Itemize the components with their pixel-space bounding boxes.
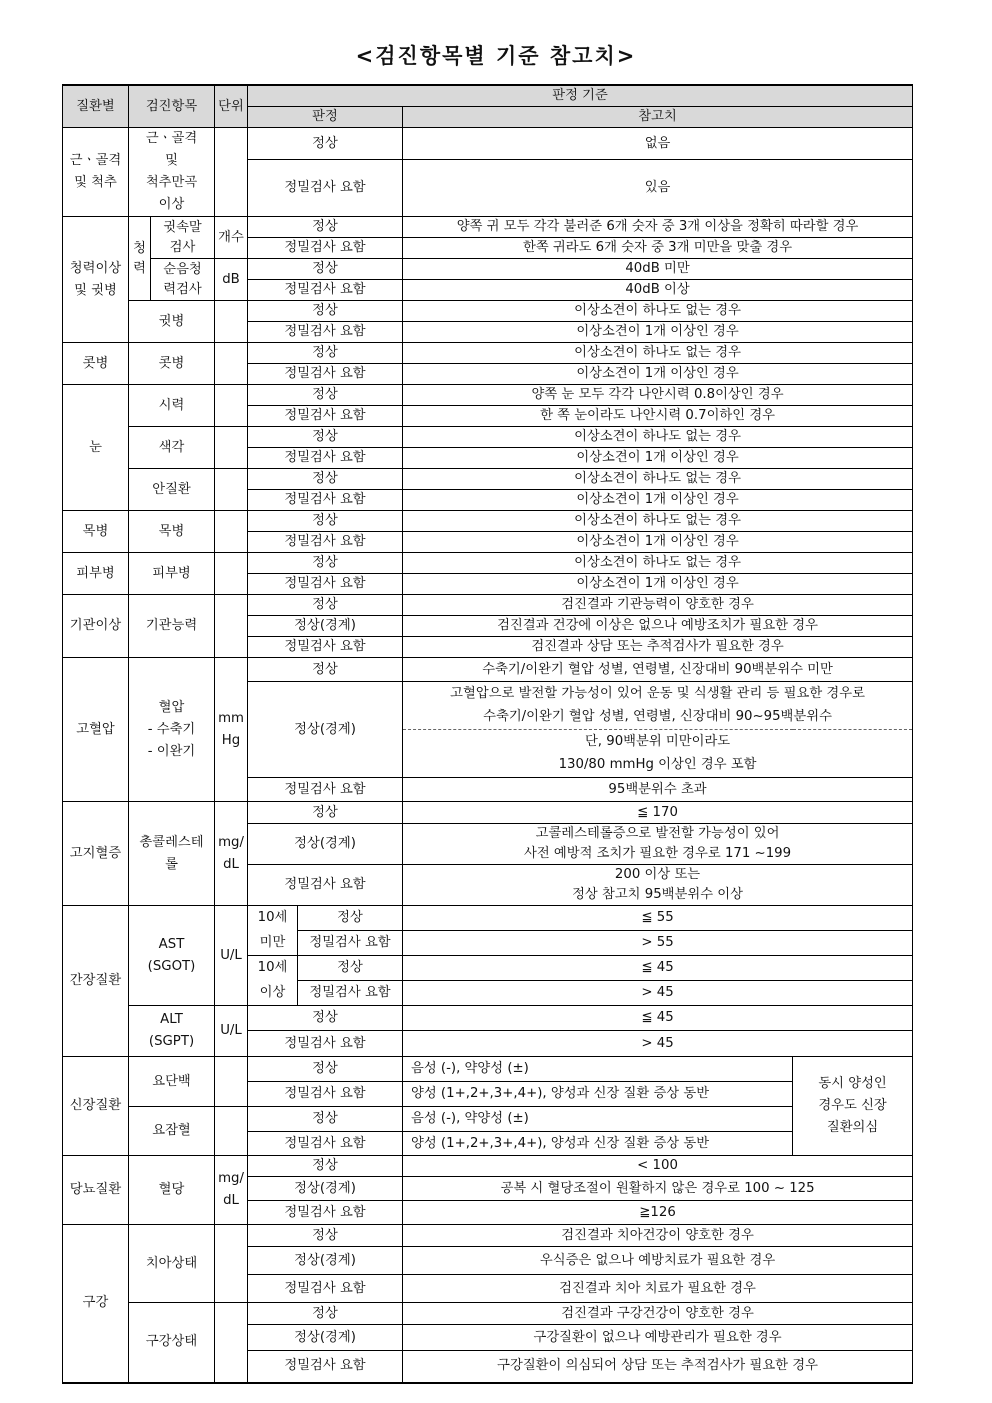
disease-kidney: 신장질환 bbox=[63, 1057, 129, 1156]
judgement-border: 정상(경계) bbox=[248, 682, 403, 778]
header-unit: 단위 bbox=[215, 85, 248, 128]
judgement-normal: 정상 bbox=[248, 1057, 403, 1082]
judgement-normal: 정상 bbox=[248, 343, 403, 364]
disease-nose: 콧병 bbox=[63, 343, 129, 385]
unit-cell bbox=[215, 343, 248, 385]
unit-cell bbox=[215, 385, 248, 427]
item-skin: 피부병 bbox=[129, 553, 215, 595]
judgement-normal: 정상 bbox=[248, 1006, 403, 1031]
reference-value: 구강질환이 없으나 예방관리가 필요한 경우 bbox=[403, 1325, 913, 1351]
header-judgement: 판정 bbox=[248, 107, 403, 128]
reference-value: 이상소견이 하나도 없는 경우 bbox=[403, 427, 913, 448]
reference-value: 이상소견이 1개 이상인 경우 bbox=[403, 532, 913, 553]
item-throat: 목병 bbox=[129, 511, 215, 553]
judgement-normal: 정상 bbox=[248, 217, 403, 238]
item-musculo: 근ㆍ골격 및 척추만곡 이상 bbox=[129, 128, 215, 217]
reference-value: 없음 bbox=[403, 128, 913, 160]
item-nose: 콧병 bbox=[129, 343, 215, 385]
unit-mmhg: mm Hg bbox=[215, 658, 248, 802]
judgement-normal: 정상 bbox=[248, 1107, 403, 1132]
judgement-normal: 정상 bbox=[248, 1303, 403, 1325]
age-group-label: 10세 bbox=[248, 956, 298, 981]
reference-value: 200 이상 또는 정상 참고치 95백분위수 이상 bbox=[403, 865, 913, 906]
item-urine-blood: 요잠혈 bbox=[129, 1107, 215, 1156]
reference-value: 수축기/이완기 혈압 성별, 연령별, 신장대비 90백분위수 미만 bbox=[403, 658, 913, 682]
reference-value: 이상소견이 1개 이상인 경우 bbox=[403, 448, 913, 469]
reference-value: 이상소견이 하나도 없는 경우 bbox=[403, 343, 913, 364]
header-criteria: 판정 기준 bbox=[248, 85, 913, 107]
disease-organ: 기관이상 bbox=[63, 595, 129, 658]
judgement-border: 정상(경계) bbox=[248, 616, 403, 637]
reference-value: 검진결과 치아 치료가 필요한 경우 bbox=[403, 1275, 913, 1303]
unit-cell bbox=[215, 595, 248, 658]
item-vision: 시력 bbox=[129, 385, 215, 427]
unit-ul: U/L bbox=[215, 1006, 248, 1057]
reference-value: 양쪽 귀 모두 각각 불러준 6개 숫자 중 3개 이상을 정확히 따라할 경우 bbox=[403, 217, 913, 238]
item-alt: ALT (SGPT) bbox=[129, 1006, 215, 1057]
reference-value: > 45 bbox=[403, 1031, 913, 1057]
judgement-normal: 정상 bbox=[248, 802, 403, 824]
judgement-detail: 정밀검사 요함 bbox=[248, 1082, 403, 1107]
judgement-normal: 정상 bbox=[248, 469, 403, 490]
unit-cell bbox=[215, 511, 248, 553]
judgement-normal: 정상 bbox=[248, 553, 403, 574]
judgement-detail: 정밀검사 요함 bbox=[248, 574, 403, 595]
reference-value: 고콜레스테롤증으로 발전할 가능성이 있어 사전 예방적 조치가 필요한 경우로 171 ~199 bbox=[403, 824, 913, 865]
judgement-detail: 정밀검사 요함 bbox=[248, 1201, 403, 1225]
item-color-vision: 색각 bbox=[129, 427, 215, 469]
unit-cell bbox=[215, 553, 248, 595]
reference-value: 검진결과 치아건강이 양호한 경우 bbox=[403, 1225, 913, 1247]
reference-value: 검진결과 상담 또는 추적검사가 필요한 경우 bbox=[403, 637, 913, 658]
reference-value: 40dB 이상 bbox=[403, 280, 913, 301]
item-ast: AST (SGOT) bbox=[129, 906, 215, 1006]
item-blood-sugar: 혈당 bbox=[129, 1156, 215, 1225]
judgement-detail: 정밀검사 요함 bbox=[298, 981, 403, 1006]
age-group-label: 미만 bbox=[248, 931, 298, 956]
judgement-normal: 정상 bbox=[248, 595, 403, 616]
reference-value: 한쪽 귀라도 6개 숫자 중 3개 미만을 맞출 경우 bbox=[403, 238, 913, 259]
reference-value: < 100 bbox=[403, 1156, 913, 1177]
judgement-detail: 정밀검사 요함 bbox=[248, 280, 403, 301]
judgement-normal: 정상 bbox=[248, 259, 403, 280]
unit-whisper: 개수 bbox=[215, 217, 248, 259]
item-pure-tone: 순음청 력검사 bbox=[151, 259, 215, 301]
item-mouth: 구강상태 bbox=[129, 1303, 215, 1383]
hearing-group: 청 력 bbox=[129, 217, 151, 301]
judgement-normal: 정상 bbox=[248, 385, 403, 406]
page-title: <검진항목별 기준 참고치> bbox=[355, 44, 637, 68]
disease-hyperlipidemia: 고지혈증 bbox=[63, 802, 129, 906]
unit-cell bbox=[215, 1107, 248, 1156]
disease-musculo: 근ㆍ골격 및 척추 bbox=[63, 128, 129, 217]
unit-cell bbox=[215, 469, 248, 511]
reference-value: 양성 (1+,2+,3+,4+), 양성과 신장 질환 증상 동반 bbox=[403, 1132, 793, 1156]
header-item: 검진항목 bbox=[129, 85, 215, 128]
reference-line: 단, 90백분위 미만이라도 bbox=[403, 730, 913, 754]
reference-line: 130/80 mmHg 이상인 경우 포함 bbox=[403, 754, 913, 778]
item-urine-protein: 요단백 bbox=[129, 1057, 215, 1107]
judgement-normal: 정상 bbox=[298, 906, 403, 931]
judgement-detail: 정밀검사 요함 bbox=[248, 238, 403, 259]
unit-cell bbox=[215, 1303, 248, 1383]
kidney-note: 동시 양성인 경우도 신장 질환의심 bbox=[793, 1057, 913, 1156]
reference-value: 음성 (-), 약양성 (±) bbox=[403, 1107, 793, 1132]
reference-value: 95백분위수 초과 bbox=[403, 778, 913, 802]
reference-value: 양쪽 눈 모두 각각 나안시력 0.8이상인 경우 bbox=[403, 385, 913, 406]
judgement-detail: 정밀검사 요함 bbox=[248, 406, 403, 427]
reference-value: > 55 bbox=[403, 931, 913, 956]
unit-ul: U/L bbox=[215, 906, 248, 1006]
reference-value: 검진결과 구강건강이 양호한 경우 bbox=[403, 1303, 913, 1325]
judgement-detail: 정밀검사 요함 bbox=[248, 778, 403, 802]
judgement-border: 정상(경계) bbox=[248, 824, 403, 865]
judgement-border: 정상(경계) bbox=[248, 1177, 403, 1201]
reference-value: 이상소견이 하나도 없는 경우 bbox=[403, 553, 913, 574]
judgement-border: 정상(경계) bbox=[248, 1247, 403, 1275]
reference-value: 검진결과 건강에 이상은 없으나 예방조치가 필요한 경우 bbox=[403, 616, 913, 637]
item-organ: 기관능력 bbox=[129, 595, 215, 658]
judgement-detail: 정밀검사 요함 bbox=[248, 637, 403, 658]
reference-value: > 45 bbox=[403, 981, 913, 1006]
reference-table bbox=[62, 84, 913, 1384]
reference-value: 한 쪽 눈이라도 나안시력 0.7이하인 경우 bbox=[403, 406, 913, 427]
judgement-detail: 정밀검사 요함 bbox=[248, 532, 403, 553]
judgement-border: 정상(경계) bbox=[248, 1325, 403, 1351]
judgement-detail: 정밀검사 요함 bbox=[248, 322, 403, 343]
unit-cell bbox=[215, 1225, 248, 1303]
disease-hearing: 청력이상 및 귓병 bbox=[63, 217, 129, 343]
reference-line: 수축기/이완기 혈압 성별, 연령별, 신장대비 90~95백분위수 bbox=[403, 706, 913, 730]
unit-pure-tone: dB bbox=[215, 259, 248, 301]
judgement-normal: 정상 bbox=[248, 1225, 403, 1247]
judgement-detail: 정밀검사 요함 bbox=[248, 865, 403, 906]
judgement-normal: 정상 bbox=[248, 658, 403, 682]
item-cholesterol: 총콜레스테 롤 bbox=[129, 802, 215, 906]
judgement-detail: 정밀검사 요함 bbox=[248, 1031, 403, 1057]
item-teeth: 치아상태 bbox=[129, 1225, 215, 1303]
reference-value: 공복 시 혈당조절이 원활하지 않은 경우로 100 ~ 125 bbox=[403, 1177, 913, 1201]
reference-value: ≦ 170 bbox=[403, 802, 913, 824]
disease-skin: 피부병 bbox=[63, 553, 129, 595]
reference-line: 고혈압으로 발전할 가능성이 있어 운동 및 식생활 관리 등 필요한 경우로 bbox=[403, 682, 913, 706]
reference-value: 양성 (1+,2+,3+,4+), 양성과 신장 질환 증상 동반 bbox=[403, 1082, 793, 1107]
disease-eye: 눈 bbox=[63, 385, 129, 511]
disease-diabetes: 당뇨질환 bbox=[63, 1156, 129, 1225]
reference-value: 음성 (-), 약양성 (±) bbox=[403, 1057, 793, 1082]
unit-cell bbox=[215, 128, 248, 217]
reference-value: ≦ 45 bbox=[403, 956, 913, 981]
judgement-detail: 정밀검사 요함 bbox=[248, 490, 403, 511]
item-eye-disease: 안질환 bbox=[129, 469, 215, 511]
reference-value: ≧126 bbox=[403, 1201, 913, 1225]
reference-value: 이상소견이 하나도 없는 경우 bbox=[403, 511, 913, 532]
disease-hypertension: 고혈압 bbox=[63, 658, 129, 802]
reference-value: 있음 bbox=[403, 160, 913, 217]
judgement-detail: 정밀검사 요함 bbox=[248, 1275, 403, 1303]
unit-mgdl: mg/ dL bbox=[215, 802, 248, 906]
reference-value: 이상소견이 1개 이상인 경우 bbox=[403, 364, 913, 385]
unit-cell bbox=[215, 1057, 248, 1107]
judgement-detail: 정밀검사 요함 bbox=[248, 448, 403, 469]
judgement-normal: 정상 bbox=[298, 956, 403, 981]
reference-value: 이상소견이 하나도 없는 경우 bbox=[403, 301, 913, 322]
judgement-detail: 정밀검사 요함 bbox=[248, 364, 403, 385]
judgement-normal: 정상 bbox=[248, 128, 403, 160]
judgement-detail: 정밀검사 요함 bbox=[248, 1132, 403, 1156]
reference-value: 이상소견이 하나도 없는 경우 bbox=[403, 469, 913, 490]
unit-cell bbox=[215, 427, 248, 469]
judgement-normal: 정상 bbox=[248, 427, 403, 448]
reference-value: 이상소견이 1개 이상인 경우 bbox=[403, 322, 913, 343]
reference-value: 40dB 미만 bbox=[403, 259, 913, 280]
disease-oral: 구강 bbox=[63, 1225, 129, 1383]
disease-liver: 간장질환 bbox=[63, 906, 129, 1057]
judgement-normal: 정상 bbox=[248, 511, 403, 532]
reference-value: 구강질환이 의심되어 상담 또는 추적검사가 필요한 경우 bbox=[403, 1351, 913, 1383]
item-whisper: 귓속말 검사 bbox=[151, 217, 215, 259]
age-group-label: 이상 bbox=[248, 981, 298, 1006]
unit-cell bbox=[215, 301, 248, 343]
item-ear: 귓병 bbox=[129, 301, 215, 343]
age-group-label: 10세 bbox=[248, 906, 298, 931]
judgement-detail: 정밀검사 요함 bbox=[248, 160, 403, 217]
item-blood-pressure: 혈압 - 수축기 - 이완기 bbox=[129, 658, 215, 802]
judgement-normal: 정상 bbox=[248, 1156, 403, 1177]
reference-value: ≦ 55 bbox=[403, 906, 913, 931]
header-reference: 참고치 bbox=[403, 107, 913, 128]
header-disease: 질환별 bbox=[63, 85, 129, 128]
judgement-detail: 정밀검사 요함 bbox=[298, 931, 403, 956]
disease-throat: 목병 bbox=[63, 511, 129, 553]
reference-value: 이상소견이 1개 이상인 경우 bbox=[403, 574, 913, 595]
judgement-detail: 정밀검사 요함 bbox=[248, 1351, 403, 1383]
judgement-normal: 정상 bbox=[248, 301, 403, 322]
unit-mgdl: mg/ dL bbox=[215, 1156, 248, 1225]
reference-value: 검진결과 기관능력이 양호한 경우 bbox=[403, 595, 913, 616]
reference-value: ≦ 45 bbox=[403, 1006, 913, 1031]
reference-value: 이상소견이 1개 이상인 경우 bbox=[403, 490, 913, 511]
reference-value: 우식증은 없으나 예방치료가 필요한 경우 bbox=[403, 1247, 913, 1275]
